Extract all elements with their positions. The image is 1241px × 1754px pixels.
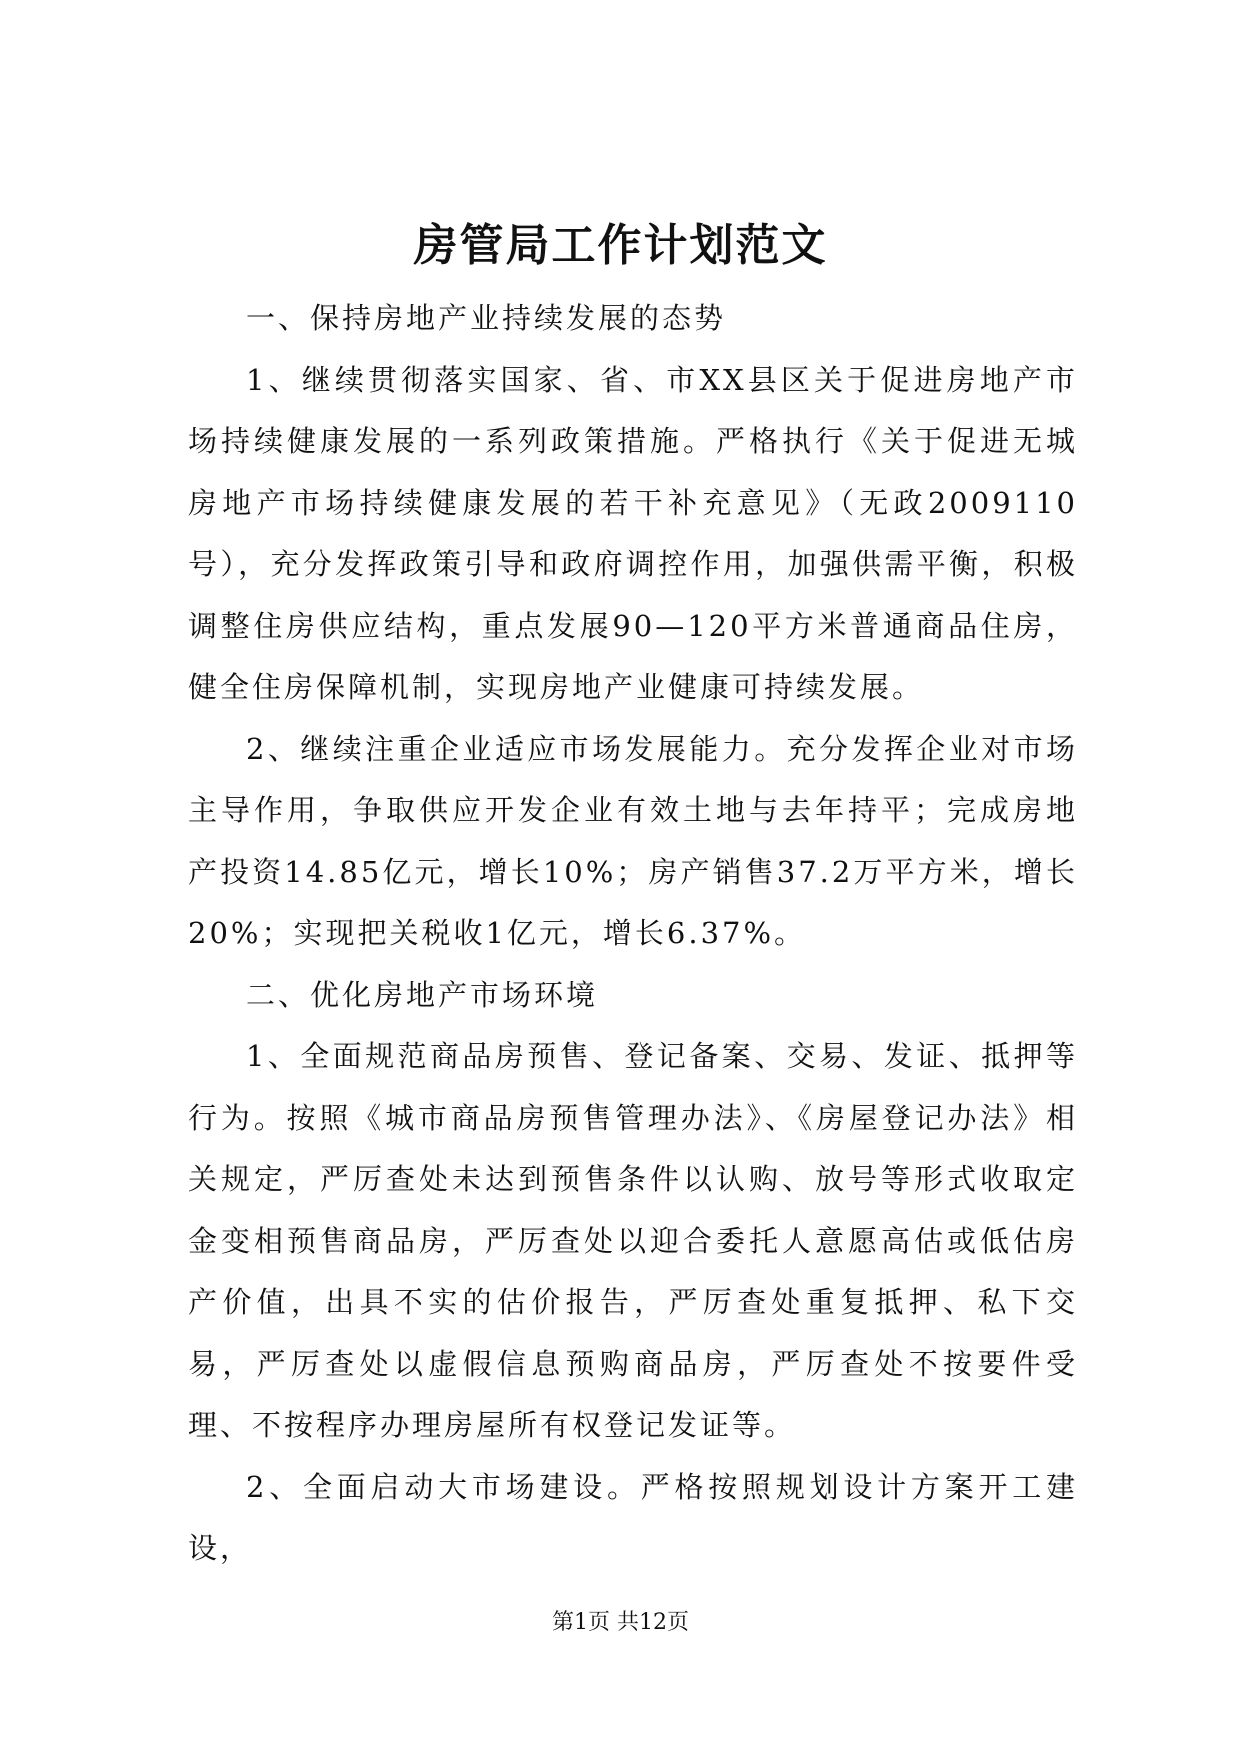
paragraph-1-2: 2、继续注重企业适应市场发展能力。充分发挥企业对市场主导作用，争取供应开发企业有效土地与去年持平；完成房地产投资14.85亿元，增长10%；房产销售37.2万平方米，增长20%；实现把关税收1亿元，增长6.37%。 bbox=[188, 731, 1078, 950]
section-heading-1: 一、保持房地产业持续发展的态势 bbox=[246, 301, 727, 335]
page-footer: 第1页 共12页 bbox=[552, 1610, 689, 1635]
paragraph-1-1: 1、继续贯彻落实国家、省、市XX县区关于促进房地产市场持续健康发展的一系列政策措施。严格执行《关于促进无城房地产市场持续健康发展的若干补充意见》（无政2009110号），充分发挥政策引导和政府调控作用，加强供需平衡，积极调整住房供应结构，重点发展90—120平方米普通商品住房，健全住房保障机制，实现房地产业健康可持续发展。 bbox=[188, 362, 1078, 704]
document-body bbox=[188, 288, 1078, 1580]
section-heading-2: 二、优化房地产市场环境 bbox=[246, 977, 599, 1012]
paragraph-2-1: 1、全面规范商品房预售、登记备案、交易、发证、抵押等行为。按照《城市商品房预售管理办法》、《房屋登记办法》相关规定，严厉查处未达到预售条件以认购、放号等形式收取定金变相预售商品房，严厉查处以迎合委托人意愿高估或低估房产价值，出具不实的估价报告，严厉查处重复抵押、私下交易，严厉查处以虚假信息预购商品房，严厉查处不按要件受理、不按程序办理房屋所有权登记发证等。 bbox=[188, 1039, 1078, 1442]
page-title: 房管局工作计划范文 bbox=[413, 220, 828, 271]
paragraph-2-2: 2、全面启动大市场建设。严格按照规划设计方案开工建设， bbox=[188, 1469, 1078, 1565]
